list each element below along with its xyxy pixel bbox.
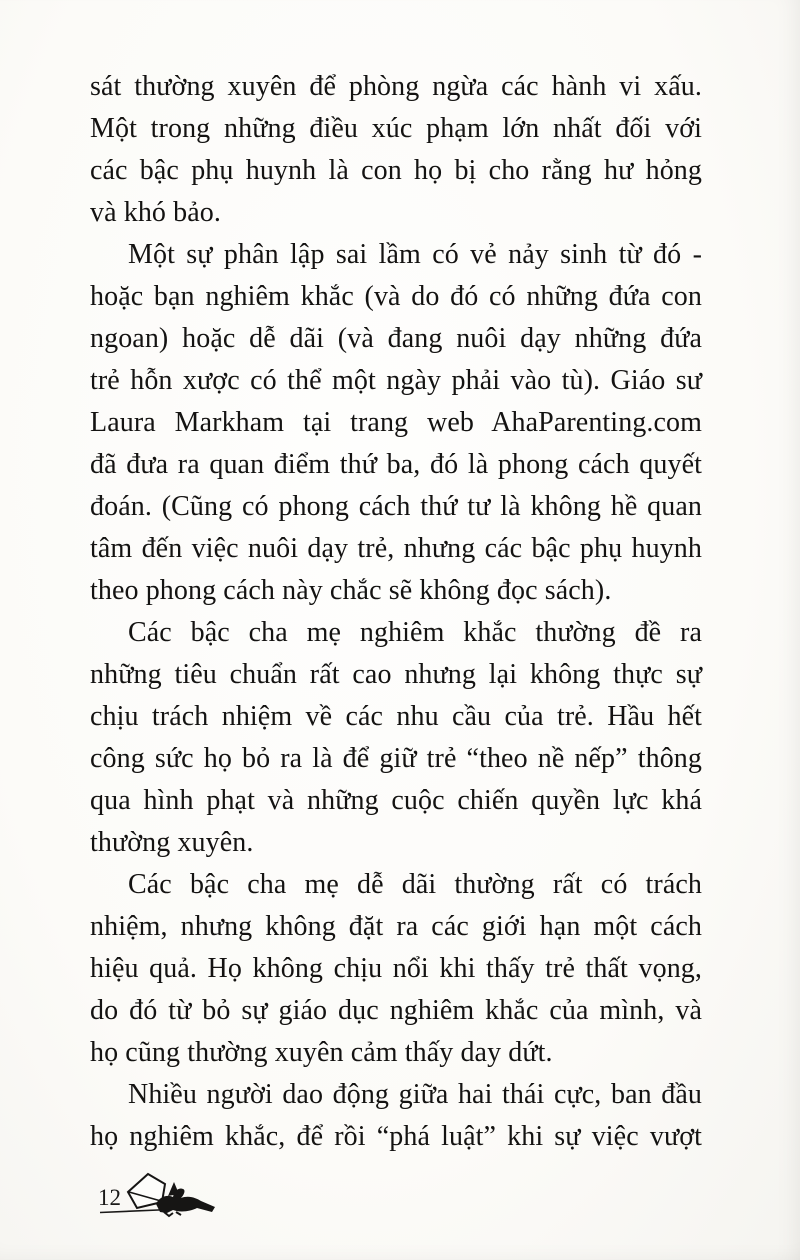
text-line: ngoan) hoặc dễ dãi (và đang nuôi dạy những đứa [90, 323, 702, 354]
paragraph [90, 1074, 702, 1158]
text-line: chịu trách nhiệm về các nhu cầu của trẻ. Hầu hết [90, 701, 702, 732]
text-line: đoán. (Cũng có phong cách thứ tư là không hề quan [90, 491, 702, 522]
paragraph [90, 612, 702, 864]
paragraph [90, 234, 702, 612]
text-line: công sức họ bỏ ra là để giữ trẻ “theo nề nếp” thông [90, 743, 702, 774]
text-line: Một trong những điều xúc phạm lớn nhất đối với [90, 113, 702, 144]
text-line: các bậc phụ huynh là con họ bị cho rằng hư hỏng [90, 155, 702, 186]
text-line: qua hình phạt và những cuộc chiến quyền lực khá [90, 785, 702, 816]
text-line: Nhiều người dao động giữa hai thái cực, ban đầu [128, 1079, 702, 1110]
text-line: và khó bảo. [90, 197, 221, 228]
text-line: đã đưa ra quan điểm thứ ba, đó là phong cách quyết [90, 449, 702, 480]
text-line: Laura Markham tại trang web AhaParenting.com [90, 407, 702, 438]
body-text [90, 66, 702, 1158]
text-line: theo phong cách này chắc sẽ không đọc sách). [90, 575, 612, 606]
text-line: hiệu quả. Họ không chịu nổi khi thấy trẻ thất vọng, [90, 953, 702, 984]
text-line: những tiêu chuẩn rất cao nhưng lại không thực sự [90, 659, 702, 690]
page-footer [96, 1170, 246, 1222]
text-line: do đó từ bỏ sự giáo dục nghiêm khắc của mình, và [90, 995, 702, 1026]
text-line: họ cũng thường xuyên cảm thấy day dứt. [90, 1037, 553, 1068]
page-number: 12 [98, 1185, 121, 1210]
text-line: tâm đến việc nuôi dạy trẻ, nhưng các bậc phụ huynh [90, 533, 702, 564]
text-line: hoặc bạn nghiêm khắc (và do đó có những đứa con [90, 281, 702, 312]
paragraph [90, 864, 702, 1074]
text-line: Các bậc cha mẹ dễ dãi thường rất có trách [128, 869, 702, 900]
text-line: họ nghiêm khắc, để rồi “phá luật” khi sự việc vượt [90, 1121, 702, 1152]
figure-body [156, 1189, 215, 1213]
text-line: Một sự phân lập sai lầm có vẻ nảy sinh từ đó - [128, 239, 702, 270]
text-line: Các bậc cha mẹ nghiêm khắc thường đề ra [128, 617, 702, 648]
figure-wing [168, 1182, 179, 1196]
text-line: thường xuyên. [90, 827, 254, 858]
text-line: nhiệm, nhưng không đặt ra các giới hạn một cách [90, 911, 702, 942]
text-line: sát thường xuyên để phòng ngừa các hành vi xấu. [90, 71, 702, 102]
paragraph [90, 66, 702, 234]
text-line: trẻ hỗn xược có thể một ngày phải vào tù). Giáo sư [90, 365, 702, 396]
